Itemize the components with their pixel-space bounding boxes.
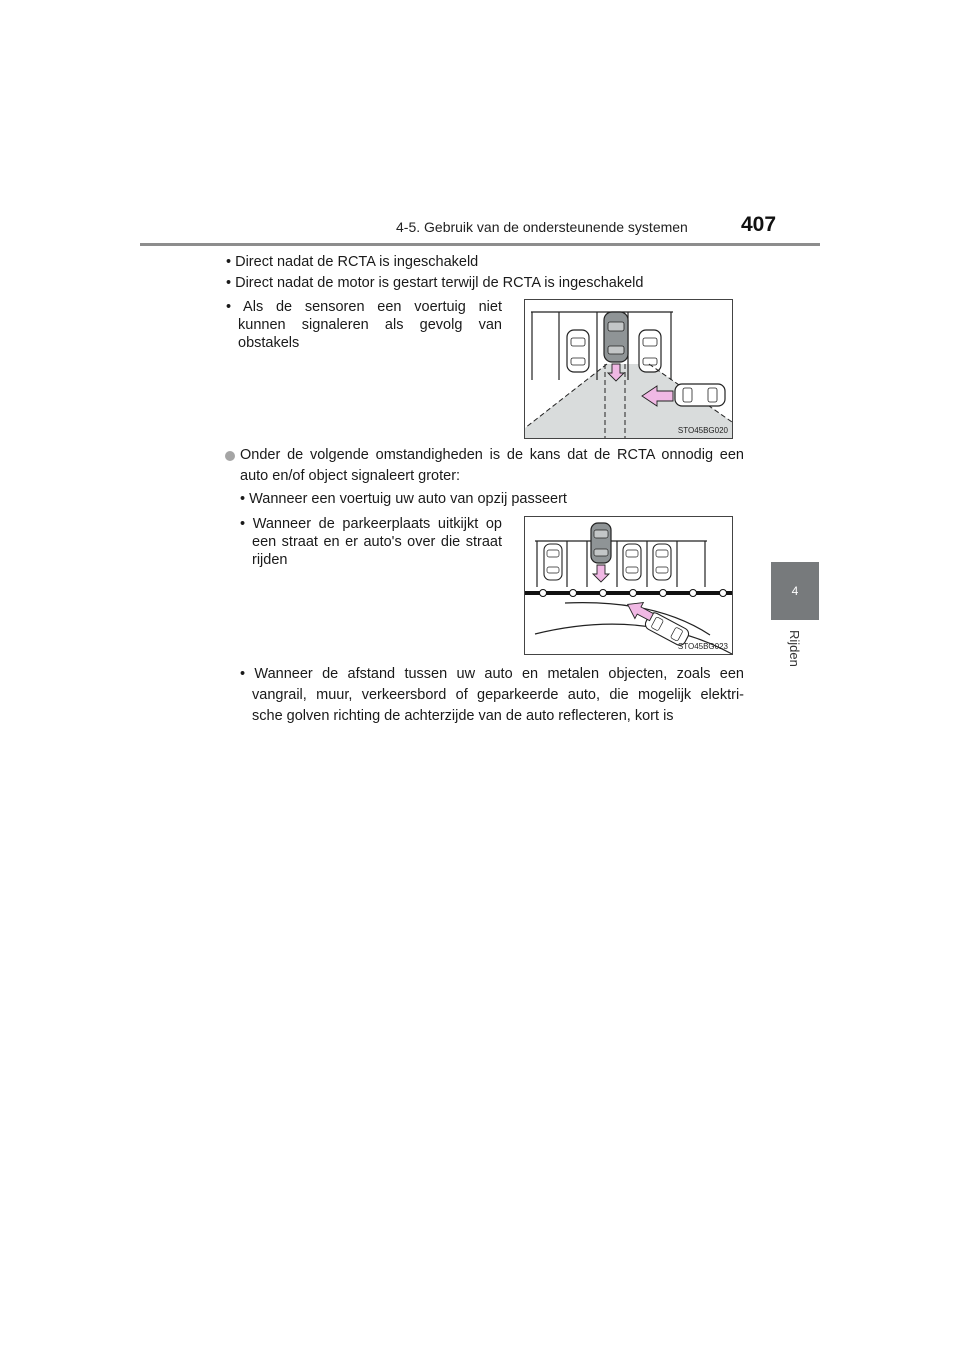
list-item-parking-line1: • Wanneer de parkeerplaats uitkijkt op: [240, 516, 502, 532]
figure-obstacle-svg: [525, 300, 732, 438]
list-item-sensors-line2: kunnen signaleren als gevolg van: [238, 317, 502, 333]
list-item-metal-line1: • Wanneer de afstand tussen uw auto en metalen objecten, zoals een: [240, 666, 744, 682]
parked-car: [653, 544, 671, 580]
paragraph-line1: Onder de volgende omstandigheden is de kans dat de RCTA onnodig een: [240, 447, 744, 463]
figure-code: STO45BG020: [677, 426, 728, 435]
list-item-sensors-line3: obstakels: [238, 335, 300, 351]
bullet-dot-icon: [225, 451, 235, 461]
parked-car-right: [639, 330, 661, 372]
list-item-parking-line2: een straat en er auto's over die straat: [252, 534, 502, 550]
approaching-car: [675, 384, 725, 406]
page-number: 407: [741, 213, 777, 236]
figure-obstacle-detection: [524, 299, 733, 439]
section-title: 4-5. Gebruik van de ondersteunende systemen: [396, 219, 688, 235]
list-item-metal-line2: vangrail, muur, verkeersbord of geparkeerde auto, die mogelijk elektri-: [252, 687, 744, 703]
list-item: • Direct nadat de RCTA is ingeschakeld: [226, 254, 479, 270]
own-car: [604, 312, 628, 362]
list-item-parking-line3: rijden: [252, 552, 288, 568]
parked-car: [623, 544, 641, 580]
list-item-metal-line3: sche golven richting de achterzijde van de auto reflecteren, kort is: [252, 708, 674, 724]
figure-code: STO45BG023: [677, 642, 728, 651]
list-item: • Direct nadat de motor is gestart terwijl de RCTA is ingeschakeld: [226, 275, 644, 291]
figure-parking-svg: [525, 517, 732, 654]
parked-car-left: [567, 330, 589, 372]
figure-parking-street: [524, 516, 733, 655]
paragraph-line2: auto en/of object signaleert groter:: [240, 468, 461, 484]
reverse-arrow: [593, 565, 609, 582]
chapter-label: Rijden: [787, 630, 802, 667]
chapter-tab: 4: [771, 562, 819, 620]
parked-car: [544, 544, 562, 580]
list-item-sensors-line1: • Als de sensoren een voertuig niet: [226, 299, 502, 315]
list-item-opposite: • Wanneer een voertuig uw auto van opzij passeert: [240, 491, 567, 507]
own-car: [591, 523, 611, 563]
header-divider: [140, 243, 820, 246]
